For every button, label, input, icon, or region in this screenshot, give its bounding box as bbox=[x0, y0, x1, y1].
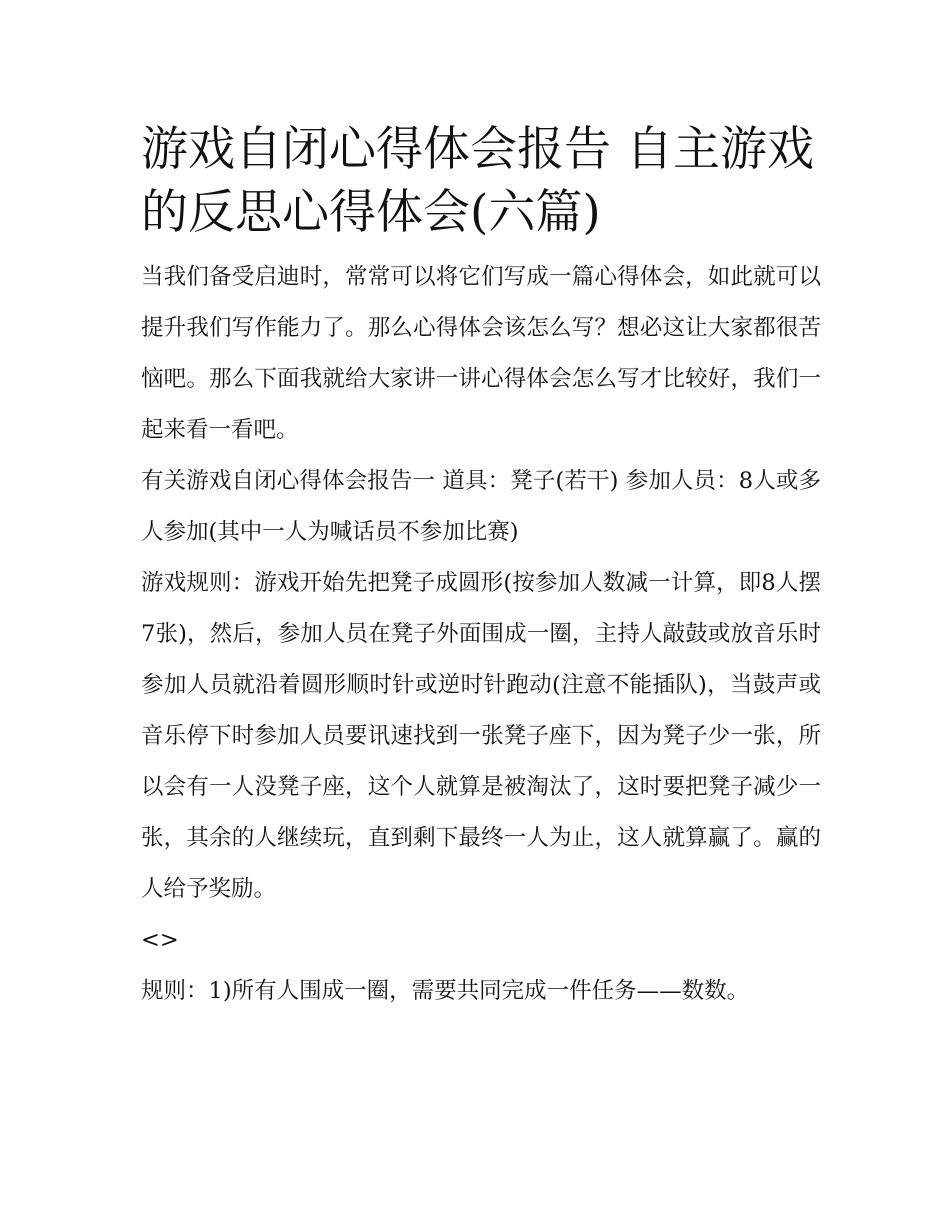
document-title: 游戏自闭心得体会报告 自主游戏的反思心得体会(六篇) bbox=[141, 122, 814, 240]
rules-counting-paragraph: 规则：1)所有人围成一圈，需要共同完成一件任务——数数。 bbox=[141, 978, 750, 1004]
game-rules-paragraph: 游戏规则：游戏开始先把凳子成圆形(按参加人数减一计算，即8人摆7张)，然后，参加人员在凳子外面围成一圈，主持人敲鼓或放音乐时参加人员就沿着圆形顺时针或逆时针跑动(注意不能插队)，当鼓声或音乐停下时参加人员要讯速找到一张凳子座下，因为凳子少一张，所以会有一人没凳子座，这个人就算是被淘汰了，这时要把凳子减少一张，其余的人继续玩，直到剩下最终一人为止，这人就算赢了。赢的人给予奖励。 bbox=[141, 570, 821, 902]
placeholder-paragraph: <> bbox=[141, 927, 179, 953]
document-body bbox=[141, 118, 821, 1017]
intro-paragraph: 当我们备受启迪时，常常可以将它们写成一篇心得体会，如此就可以提升我们写作能力了。那么心得体会该怎么写？想必这让大家都很苦恼吧。那么下面我就给大家讲一讲心得体会怎么写才比较好，我们一起来看一看吧。 bbox=[141, 264, 821, 443]
report-one-paragraph: 有关游戏自闭心得体会报告一 道具：凳子(若干) 参加人员：8人或多人参加(其中一人为喊话员不参加比赛) bbox=[141, 468, 821, 545]
